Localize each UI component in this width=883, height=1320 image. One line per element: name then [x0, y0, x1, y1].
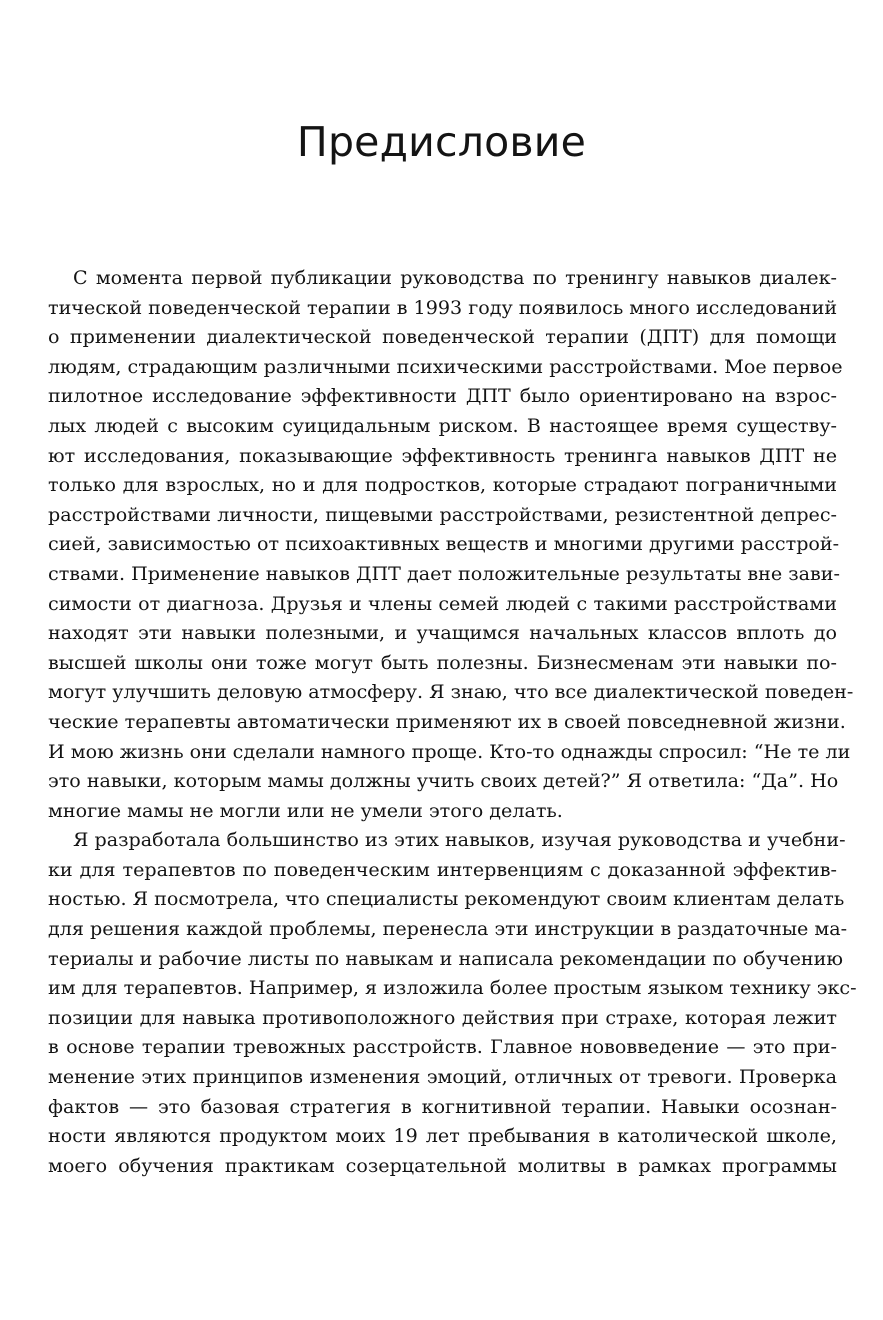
text-line: ствами. Применение навыков ДПТ дает положительные результаты вне зави- — [48, 561, 840, 585]
text-line: сией, зависимостью от психоактивных веществ и многими другими расстрой- — [48, 532, 840, 556]
text-line: фактов — это базовая стратегия в когнитивной терапии. Навыки осознан- — [48, 1094, 837, 1118]
text-line: многие мамы не могли или не умели этого делать. — [48, 798, 563, 822]
text-line: И мою жизнь они сделали намного проще. Кто-то однажды спросил: “Не те ли — [48, 739, 851, 763]
text-line: только для взрослых, но и для подростков, которые страдают пограничными — [48, 473, 837, 497]
text-line: пилотное исследование эффективности ДПТ было ориентировано на взрос- — [48, 384, 837, 408]
text-line: С момента первой публикации руководства по тренингу навыков диалек- — [73, 266, 837, 289]
text-line: людям, страдающим различными психическими расстройствами. Мое первое — [48, 354, 843, 378]
text-line: могут улучшить деловую атмосферу. Я знаю, что все диалектической поведен- — [48, 680, 854, 704]
text-line: это навыки, которым мамы должны учить своих детей?” Я ответила: “Да”. Но — [48, 769, 839, 793]
text-line: ческие терапевты автоматически применяют их в своей повседневной жизни. — [48, 709, 846, 733]
text-line: высшей школы они тоже могут быть полезны. Бизнесменам эти навыки по- — [48, 650, 837, 674]
text-line: тической поведенческой терапии в 1993 году появилось много исследований — [48, 295, 838, 319]
text-line: моего обучения практикам созерцательной молитвы в рамках программы — [48, 1153, 837, 1177]
text-line: менение этих принципов изменения эмоций, отличных от тревоги. Проверка — [48, 1065, 837, 1089]
text-line: ют исследования, показывающие эффективность тренинга навыков ДПТ не — [48, 443, 837, 467]
text-line: им для терапевтов. Например, я изложила более простым языком технику экс- — [48, 976, 857, 1000]
text-line: лых людей с высоким суицидальным риском. В настоящее время существу- — [48, 413, 837, 437]
text-line: Я разработала большинство из этих навыков, изучая руководства и учебни- — [73, 828, 846, 852]
body-text — [48, 263, 857, 1180]
text-line: ности являются продуктом моих 19 лет пребывания в католической школе, — [48, 1124, 837, 1148]
text-line: териалы и рабочие листы по навыкам и написала рекомендации по обучению — [48, 946, 843, 970]
text-line: расстройствами личности, пищевыми расстройствами, резистентной депрес- — [48, 502, 837, 526]
paragraph-2 — [48, 825, 857, 1180]
text-line: в основе терапии тревожных расстройств. Главное нововведение — это при- — [48, 1035, 837, 1059]
text-line: ки для терапевтов по поведенческим интервенциям с доказанной эффектив- — [48, 857, 837, 881]
paragraph-1 — [48, 263, 854, 825]
text-line: находят эти навыки полезными, и учащимся начальных классов вплоть до — [48, 621, 837, 645]
text-line: симости от диагноза. Друзья и члены семей людей с такими расстройствами — [48, 591, 837, 615]
text-line: ностью. Я посмотрела, что специалисты рекомендуют своим клиентам делать — [48, 887, 845, 911]
text-line: для решения каждой проблемы, перенесла эти инструкции в раздаточные ма- — [48, 917, 848, 941]
text-line: о применении диалектической поведенческой терапии (ДПТ) для помощи — [48, 325, 837, 349]
text-line: позиции для навыка противоположного действия при страхе, которая лежит — [48, 1005, 837, 1029]
page-title: Предисловие — [296, 118, 587, 166]
